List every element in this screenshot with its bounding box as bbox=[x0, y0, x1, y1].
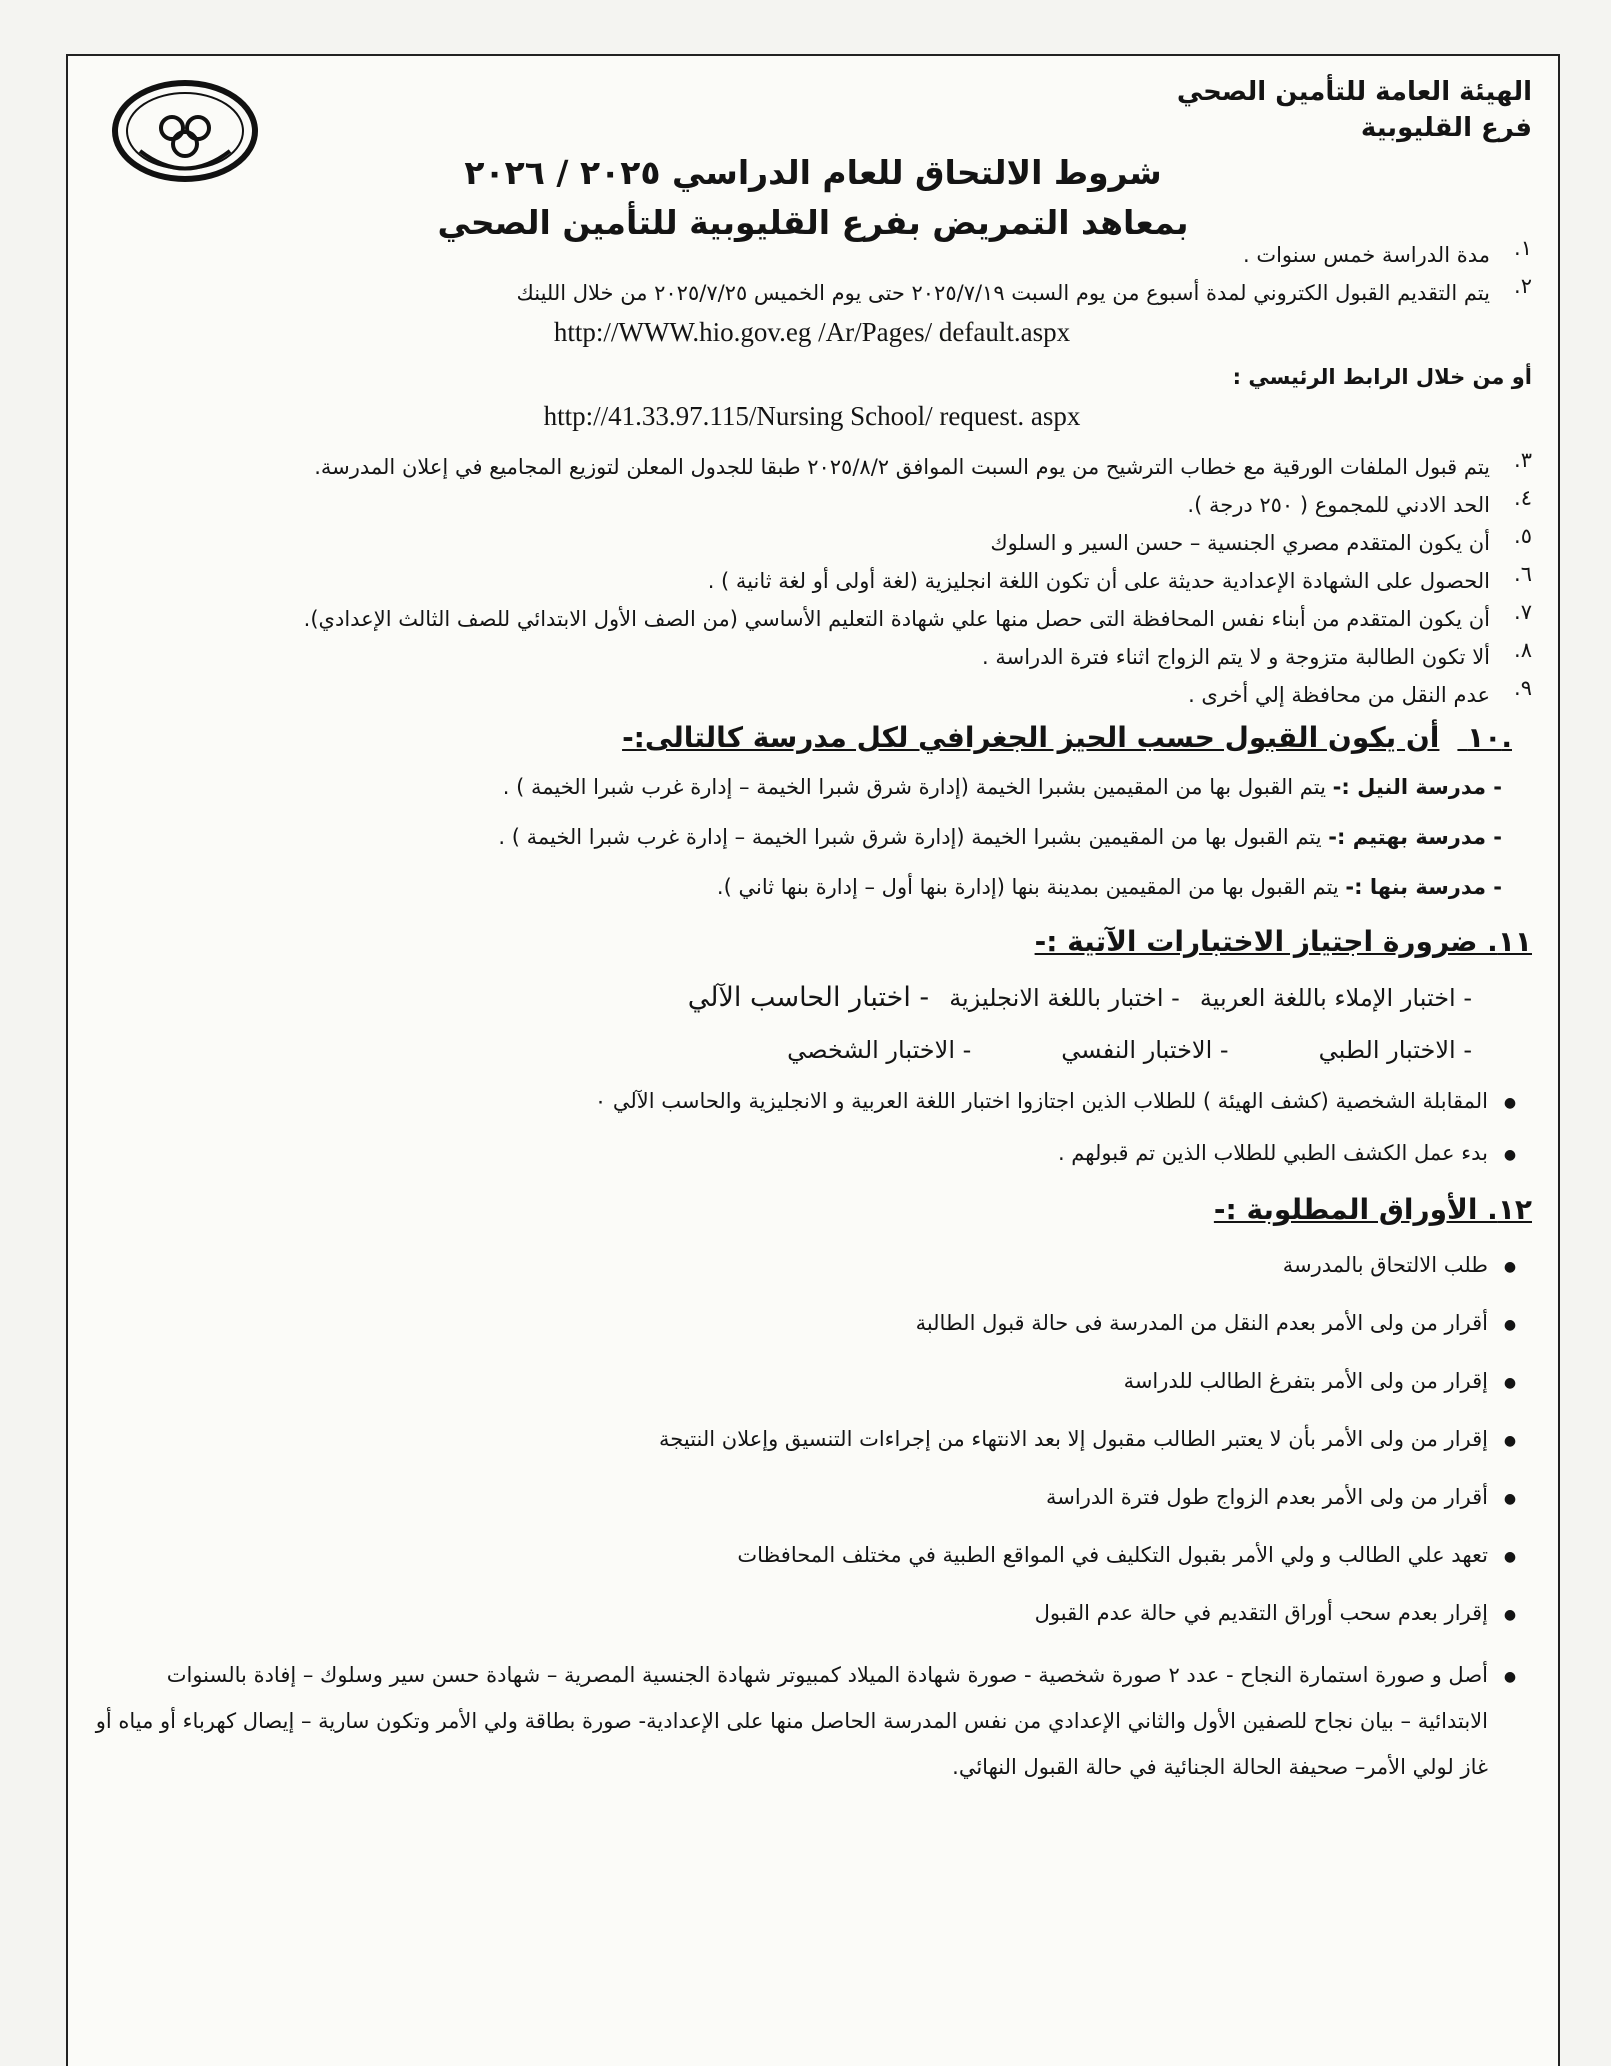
bullet-icon: ● bbox=[1503, 1669, 1517, 1685]
school-name: - مدرسة بنها :- bbox=[1345, 875, 1502, 899]
document-title bbox=[68, 148, 1558, 248]
list-item bbox=[92, 1536, 1532, 1576]
bullet-icon: ● bbox=[1503, 1147, 1517, 1163]
test-item: - اختبار باللغة الانجليزية bbox=[949, 984, 1180, 1012]
list-item bbox=[92, 600, 1532, 638]
bullet-icon: ● bbox=[1503, 1491, 1517, 1507]
bullet-icon: ● bbox=[1503, 1549, 1517, 1565]
school-rule: يتم القبول بها من المقيمين بشبرا الخيمة (إدارة شرق شبرا الخيمة – إدارة غرب شبرا الخيمة ) . bbox=[498, 825, 1322, 849]
bullet-text: أقرار من ولى الأمر بعدم الزواج طول فترة الدراسة bbox=[1046, 1485, 1488, 1509]
test-item: - اختبار الإملاء باللغة العربية bbox=[1199, 984, 1472, 1012]
item-number: ٣. bbox=[1514, 448, 1532, 472]
document-page bbox=[66, 54, 1560, 2066]
item-number: ٨. bbox=[1514, 638, 1532, 662]
section-10-number: .١٠ bbox=[1467, 721, 1512, 754]
list-item bbox=[92, 1304, 1532, 1344]
tests-row bbox=[92, 1024, 1532, 1076]
list-item bbox=[92, 1478, 1532, 1518]
organization-header bbox=[1177, 74, 1532, 146]
bullet-icon: ● bbox=[1503, 1095, 1517, 1111]
test-item: - الاختبار الشخصي bbox=[787, 1036, 972, 1064]
item-number: ٥. bbox=[1514, 524, 1532, 548]
section-10-heading bbox=[92, 714, 1532, 762]
list-item bbox=[92, 1652, 1532, 1790]
item-text: عدم النقل من محافظة إلي أخرى . bbox=[1188, 683, 1490, 707]
list-item bbox=[92, 676, 1532, 714]
main-application-link[interactable]: http://41.33.97.115/Nursing School/ request. aspx bbox=[543, 401, 1081, 431]
list-item bbox=[92, 1594, 1532, 1634]
section-10-title: أن يكون القبول حسب الحيز الجغرافي لكل مدرسة كالتالى:- bbox=[622, 721, 1440, 754]
item-number: ١. bbox=[1514, 236, 1532, 260]
item-number: ٩. bbox=[1514, 676, 1532, 700]
test-item: - الاختبار النفسي bbox=[1061, 1036, 1229, 1064]
bullet-text: تعهد علي الطالب و ولي الأمر بقبول التكليف في المواقع الطبية في مختلف المحافظات bbox=[737, 1543, 1488, 1567]
item-text: الحصول على الشهادة الإعدادية حديثة على أن تكون اللغة انجليزية (لغة أولى أو لغة ثانية ) . bbox=[707, 569, 1490, 593]
list-item bbox=[92, 524, 1532, 562]
bullet-text: إقرار من ولى الأمر بتفرغ الطالب للدراسة bbox=[1123, 1369, 1488, 1393]
bullet-icon: ● bbox=[1503, 1433, 1517, 1449]
list-item bbox=[92, 236, 1532, 274]
bullet-text: إقرار بعدم سحب أوراق التقديم في حالة عدم القبول bbox=[1034, 1601, 1488, 1625]
school-entry bbox=[92, 768, 1532, 806]
organization-name: الهيئة العامة للتأمين الصحي bbox=[1176, 77, 1532, 107]
item-text: يتم قبول الملفات الورقية مع خطاب الترشيح من يوم السبت الموافق ٢٠٢٥/٨/٢ طبقا للجدول المعلن لتوزيع المجاميع في إعلان المدرسة. bbox=[314, 455, 1490, 479]
item-number: ٢. bbox=[1514, 274, 1532, 298]
test-item: - الاختبار الطبي bbox=[1318, 1036, 1472, 1064]
school-name: - مدرسة النيل :- bbox=[1332, 775, 1502, 799]
item-number: ٦. bbox=[1514, 562, 1532, 586]
list-item bbox=[92, 1420, 1532, 1460]
list-item bbox=[92, 638, 1532, 676]
branch-name: فرع القليوبية bbox=[1360, 113, 1532, 143]
bullet-text: المقابلة الشخصية (كشف الهيئة ) للطلاب الذين اجتازوا اختبار اللغة العربية و الانجليزية والحاسب الآلي ٠ bbox=[594, 1089, 1488, 1113]
school-entry bbox=[92, 868, 1532, 906]
section-12-heading: ١٢. الأوراق المطلوبة :- bbox=[1213, 1193, 1532, 1226]
main-link-label: أو من خلال الرابط الرئيسي : bbox=[1232, 365, 1532, 389]
test-item: - اختبار الحاسب الآلي bbox=[687, 982, 930, 1013]
item-text: أن يكون المتقدم من أبناء نفس المحافظة التى حصل منها علي شهادة التعليم الأساسي (من الصف الأول الابتدائي للصف الثالث الإعدادي). bbox=[303, 607, 1490, 631]
item-number: ٤. bbox=[1514, 486, 1532, 510]
list-item bbox=[92, 448, 1532, 486]
list-item bbox=[92, 1082, 1532, 1122]
school-name: - مدرسة بهتيم :- bbox=[1328, 825, 1502, 849]
list-item bbox=[92, 1246, 1532, 1286]
bullet-text: أقرار من ولى الأمر بعدم النقل من المدرسة فى حالة قبول الطالبة bbox=[915, 1311, 1488, 1335]
school-rule: يتم القبول بها من المقيمين بشبرا الخيمة (إدارة شرق شبرا الخيمة – إدارة غرب شبرا الخيمة ) . bbox=[502, 775, 1326, 799]
list-item bbox=[92, 562, 1532, 600]
bullet-icon: ● bbox=[1503, 1607, 1517, 1623]
bullet-text: طلب الالتحاق بالمدرسة bbox=[1282, 1253, 1488, 1277]
item-text: ألا تكون الطالبة متزوجة و لا يتم الزواج اثناء فترة الدراسة . bbox=[982, 645, 1490, 669]
item-text: الحد الادني للمجموع ( ٢٥٠ درجة ). bbox=[1187, 493, 1490, 517]
title-line-2: بمعاهد التمريض بفرع القليوبية للتأمين الصحي bbox=[437, 203, 1189, 242]
conditions-list bbox=[92, 236, 1532, 1790]
school-entry bbox=[92, 818, 1532, 856]
application-link[interactable]: http://WWW.hio.gov.eg /Ar/Pages/ default.aspx bbox=[553, 317, 1071, 347]
bullet-text: بدء عمل الكشف الطبي للطلاب الذين تم قبولهم . bbox=[1057, 1141, 1488, 1165]
list-item bbox=[92, 1134, 1532, 1174]
item-text: يتم التقديم القبول الكتروني لمدة أسبوع من يوم السبت ٢٠٢٥/٧/١٩ حتى يوم الخميس ٢٠٢٥/٧/٢٥ من خلال اللينك bbox=[516, 281, 1490, 305]
school-rule: يتم القبول بها من المقيمين بمدينة بنها (إدارة بنها أول – إدارة بنها ثاني ). bbox=[716, 875, 1339, 899]
title-line-1: شروط الالتحاق للعام الدراسي ٢٠٢٥ / ٢٠٢٦ bbox=[464, 153, 1162, 192]
bullet-icon: ● bbox=[1503, 1259, 1517, 1275]
tests-row bbox=[92, 972, 1532, 1024]
bullet-icon: ● bbox=[1503, 1317, 1517, 1333]
bullet-text: أصل و صورة استمارة النجاح - عدد ٢ صورة شخصية - صورة شهادة الميلاد كمبيوتر شهادة الجنسية المصرية – شهادة حسن سير وسلوك – إفادة بالسنوات الابتدائية – بيان نجاح للصفين الأول والثاني الإعدادي من نفس المدرسة الحاصل منها على الإعدادية- صورة بطاقة ولي الأمر وتكون سارية – إيصال كهرباء أو مياه أو غاز لولي الأمر– صحيفة الحالة الجنائية في حالة القبول النهائي. bbox=[95, 1663, 1488, 1779]
bullet-icon: ● bbox=[1503, 1375, 1517, 1391]
item-text: مدة الدراسة خمس سنوات . bbox=[1242, 243, 1490, 267]
item-text: أن يكون المتقدم مصري الجنسية – حسن السير و السلوك bbox=[990, 531, 1490, 555]
list-item bbox=[92, 274, 1532, 312]
item-number: ٧. bbox=[1514, 600, 1532, 624]
list-item bbox=[92, 486, 1532, 524]
section-11-heading: ١١. ضرورة اجتياز الاختبارات الآتية :- bbox=[1034, 925, 1532, 958]
list-item bbox=[92, 1362, 1532, 1402]
bullet-text: إقرار من ولى الأمر بأن لا يعتبر الطالب مقبول إلا بعد الانتهاء من إجراءات التنسيق وإعلان النتيجة bbox=[659, 1427, 1488, 1451]
